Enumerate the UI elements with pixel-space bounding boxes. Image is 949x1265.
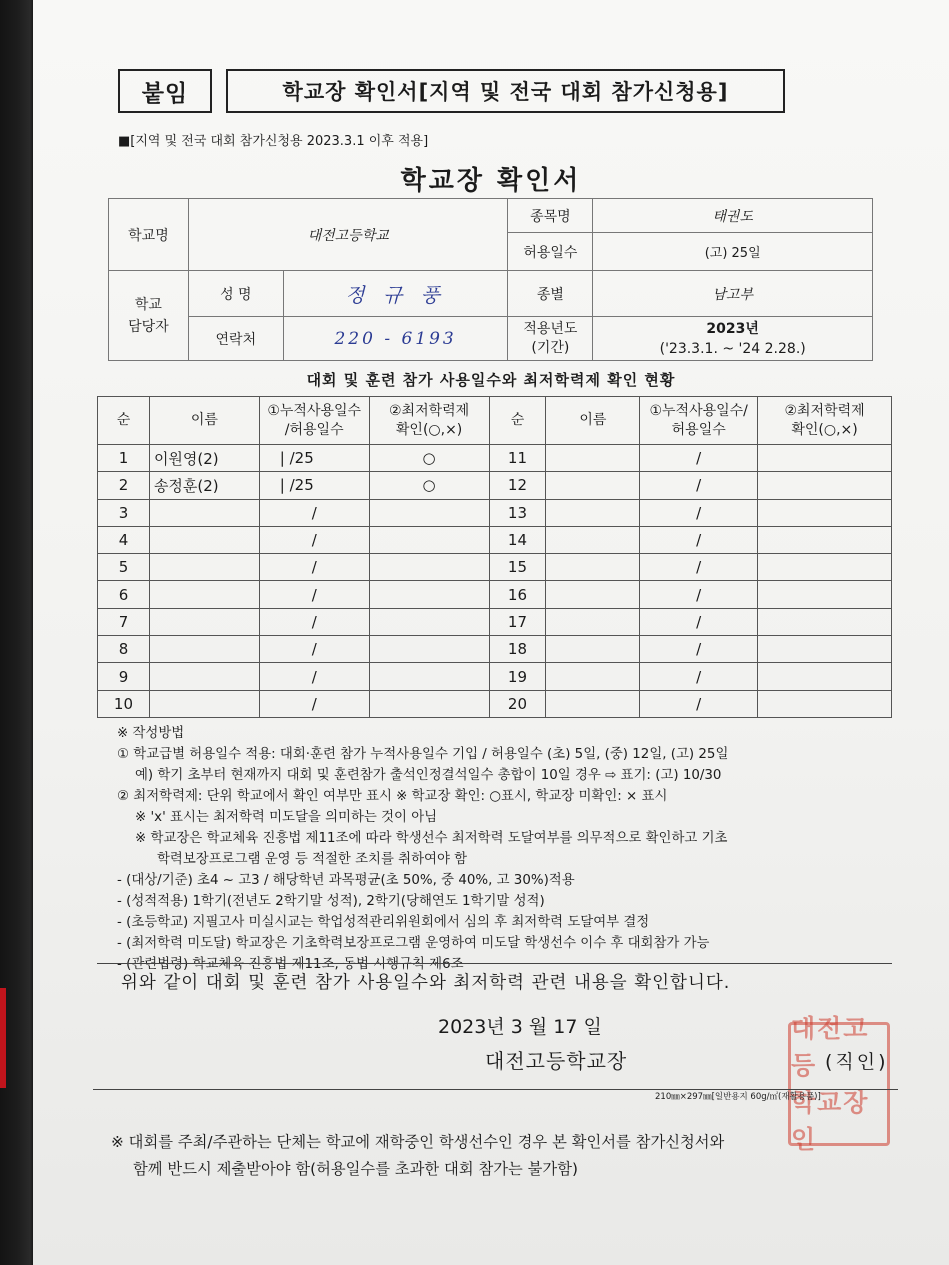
row-check-left bbox=[369, 663, 489, 690]
row-name-left: 송정훈(2) bbox=[149, 472, 259, 499]
header-days-right: ①누적사용일수/ 허용일수 bbox=[640, 397, 758, 445]
row-days-right: / bbox=[640, 472, 758, 499]
row-days-left: / bbox=[259, 608, 369, 635]
footer-note-1: ※ 대회를 주최/주관하는 단체는 학교에 재학중인 학생선수인 경우 본 확인서를 참가신청서와 bbox=[111, 1133, 725, 1151]
row-no-left: 3 bbox=[98, 499, 150, 526]
row-days-right: / bbox=[640, 690, 758, 717]
header-days-left: ①누적사용일수 /허용일수 bbox=[259, 397, 369, 445]
period-value: ('23.3.1. ~ '24 2.28.) bbox=[659, 340, 806, 357]
row-name-right bbox=[546, 690, 640, 717]
note-line: ※ 작성방법 bbox=[117, 726, 185, 741]
table-row bbox=[98, 663, 892, 690]
row-name-right bbox=[546, 526, 640, 553]
stamp-line: 대전고등 bbox=[791, 1014, 870, 1080]
form-note: ■[지역 및 전국 대회 참가신청용 2023.3.1 이후 적용] bbox=[118, 134, 429, 149]
paper-spec: 210㎜×297㎜[일반용지 60g/㎡(재활용품)] bbox=[655, 1092, 821, 1102]
row-check-right bbox=[758, 526, 892, 553]
row-name-left bbox=[149, 663, 259, 690]
document-page bbox=[33, 0, 949, 1265]
row-no-left: 2 bbox=[98, 472, 150, 499]
event-value: 태권도 bbox=[593, 199, 873, 233]
row-days-right: / bbox=[640, 554, 758, 581]
row-name-right bbox=[546, 499, 640, 526]
row-check-right bbox=[758, 690, 892, 717]
row-days-left: / bbox=[259, 690, 369, 717]
table-row bbox=[98, 526, 892, 553]
table-row bbox=[98, 499, 892, 526]
school-label: 학교명 bbox=[109, 199, 189, 271]
row-name-left bbox=[149, 499, 259, 526]
row-days-left: / bbox=[259, 554, 369, 581]
row-name-right bbox=[546, 608, 640, 635]
row-name-right bbox=[546, 581, 640, 608]
note-line: - (최저학력 미도달) 학교장은 기초학력보장프로그램 운영하여 미도달 학생선수 이수 후 대회참가 가능 bbox=[117, 936, 710, 951]
row-check-left bbox=[369, 608, 489, 635]
note-line: - (대상/기준) 초4 ~ 고3 / 해당학년 과목평균(초 50%, 중 40%, 고 30%)적용 bbox=[117, 873, 575, 888]
row-no-left: 4 bbox=[98, 526, 150, 553]
row-no-left: 6 bbox=[98, 581, 150, 608]
row-days-right: / bbox=[640, 608, 758, 635]
row-days-left: / bbox=[259, 636, 369, 663]
header-title: 학교장 확인서[지역 및 전국 대회 참가신청용] bbox=[226, 69, 785, 113]
row-days-right: / bbox=[640, 581, 758, 608]
name-value: 정 규 풍 bbox=[283, 271, 508, 317]
note-line: - (성적적용) 1학기(전년도 2학기말 성적), 2학기(당해연도 1학기말 성적) bbox=[117, 894, 545, 909]
divider-line bbox=[97, 963, 892, 964]
row-check-left bbox=[369, 636, 489, 663]
name-label: 성 명 bbox=[188, 271, 283, 317]
row-no-right: 17 bbox=[489, 608, 546, 635]
confirm-text: 위와 같이 대회 및 훈련 참가 사용일수와 최저학력 관련 내용을 확인합니다. bbox=[121, 973, 731, 993]
row-name-left bbox=[149, 581, 259, 608]
date-text: 2023년 3 월 17 일 bbox=[438, 1016, 602, 1038]
info-table bbox=[108, 198, 873, 361]
row-name-right bbox=[546, 636, 640, 663]
row-days-right: / bbox=[640, 636, 758, 663]
row-name-left bbox=[149, 526, 259, 553]
row-check-left: ○ bbox=[369, 445, 489, 472]
row-name-right bbox=[546, 554, 640, 581]
row-days-left: / bbox=[259, 526, 369, 553]
event-label: 종목명 bbox=[508, 199, 593, 233]
row-days-left: / bbox=[259, 663, 369, 690]
instructions bbox=[117, 723, 728, 975]
table-row bbox=[98, 445, 892, 472]
year-value: 2023년 bbox=[706, 320, 759, 337]
row-check-left bbox=[369, 526, 489, 553]
section-title: 대회 및 훈련 참가 사용일수와 최저학력제 확인 현황 bbox=[306, 371, 676, 389]
row-days-left: | /25 bbox=[259, 445, 369, 472]
row-days-right: / bbox=[640, 526, 758, 553]
row-no-left: 9 bbox=[98, 663, 150, 690]
row-no-right: 20 bbox=[489, 690, 546, 717]
row-check-right bbox=[758, 499, 892, 526]
usage-table bbox=[97, 396, 892, 718]
year-cell bbox=[593, 317, 873, 361]
division-value: 남고부 bbox=[593, 271, 873, 317]
row-name-left: 이원영(2) bbox=[149, 445, 259, 472]
row-no-right: 19 bbox=[489, 663, 546, 690]
row-days-right: / bbox=[640, 663, 758, 690]
division-label: 종별 bbox=[508, 271, 593, 317]
row-check-right bbox=[758, 636, 892, 663]
row-no-right: 12 bbox=[489, 472, 546, 499]
header-check-right: ②최저학력제 확인(○,×) bbox=[758, 397, 892, 445]
table-row bbox=[98, 690, 892, 717]
table-row bbox=[98, 608, 892, 635]
row-days-left: | /25 bbox=[259, 472, 369, 499]
contact-value: 220 - 6193 bbox=[283, 317, 508, 361]
row-no-left: 10 bbox=[98, 690, 150, 717]
row-check-left bbox=[369, 581, 489, 608]
document-title: 학교장 확인서 bbox=[400, 166, 582, 196]
row-no-right: 15 bbox=[489, 554, 546, 581]
row-name-right bbox=[546, 472, 640, 499]
row-no-right: 18 bbox=[489, 636, 546, 663]
allowed-days-label: 허용일수 bbox=[508, 233, 593, 271]
note-line: 학력보장프로그램 운영 등 적절한 조치를 취하여야 함 bbox=[157, 852, 468, 867]
row-no-left: 7 bbox=[98, 608, 150, 635]
row-check-right bbox=[758, 554, 892, 581]
footer-note-2: 함께 반드시 제출받아야 함(허용일수를 초과한 대회 참가는 불가함) bbox=[133, 1160, 578, 1178]
row-no-right: 14 bbox=[489, 526, 546, 553]
row-name-left bbox=[149, 554, 259, 581]
row-days-right: / bbox=[640, 499, 758, 526]
row-days-left: / bbox=[259, 581, 369, 608]
row-no-left: 8 bbox=[98, 636, 150, 663]
principal-name: 대전고등학교장 bbox=[485, 1049, 628, 1073]
header-check-left: ②최저학력제 확인(○,×) bbox=[369, 397, 489, 445]
row-check-left bbox=[369, 690, 489, 717]
row-no-right: 13 bbox=[489, 499, 546, 526]
row-check-right bbox=[758, 608, 892, 635]
red-binder-clip bbox=[0, 988, 6, 1088]
row-no-left: 5 bbox=[98, 554, 150, 581]
row-check-right bbox=[758, 445, 892, 472]
note-line: ② 최저학력제: 단위 학교에서 확인 여부만 표시 ※ 학교장 확인: ○표시, 학교장 미확인: × 표시 bbox=[117, 789, 668, 804]
official-seal-stamp bbox=[788, 1014, 890, 1154]
header-no-right: 순 bbox=[489, 397, 546, 445]
row-days-left: / bbox=[259, 499, 369, 526]
row-check-left bbox=[369, 499, 489, 526]
note-line: ※ 'x' 표시는 최저학력 미도달을 의미하는 것이 아님 bbox=[135, 810, 438, 825]
note-line: ※ 학교장은 학교체육 진흥법 제11조에 따라 학생선수 최저학력 도달여부를 의무적으로 확인하고 기초 bbox=[135, 831, 728, 846]
table-row bbox=[98, 581, 892, 608]
header-no-left: 순 bbox=[98, 397, 150, 445]
row-check-right bbox=[758, 663, 892, 690]
year-label: 적용년도 (기간) bbox=[508, 317, 593, 361]
row-name-left bbox=[149, 636, 259, 663]
row-days-right: / bbox=[640, 445, 758, 472]
row-check-left bbox=[369, 554, 489, 581]
table-row bbox=[98, 554, 892, 581]
row-no-right: 11 bbox=[489, 445, 546, 472]
row-name-left bbox=[149, 608, 259, 635]
header-name-left: 이름 bbox=[149, 397, 259, 445]
row-name-left bbox=[149, 690, 259, 717]
row-no-right: 16 bbox=[489, 581, 546, 608]
note-line: 예) 학기 초부터 현재까지 대회 및 훈련참가 출석인정결석일수 총합이 10일 경우 ⇨ 표기: (고) 10/30 bbox=[135, 768, 722, 783]
row-name-right bbox=[546, 445, 640, 472]
table-row bbox=[98, 636, 892, 663]
attachment-label: 붙임 bbox=[118, 69, 212, 113]
table-row bbox=[98, 472, 892, 499]
row-check-right bbox=[758, 581, 892, 608]
row-check-right bbox=[758, 472, 892, 499]
manager-label: 학교 담당자 bbox=[109, 271, 189, 361]
row-no-left: 1 bbox=[98, 445, 150, 472]
contact-label: 연락처 bbox=[188, 317, 283, 361]
header-name-right: 이름 bbox=[546, 397, 640, 445]
seal-label: (직인) bbox=[825, 1051, 889, 1073]
row-name-right bbox=[546, 663, 640, 690]
row-check-left: ○ bbox=[369, 472, 489, 499]
note-line: ① 학교급별 허용일수 적용: 대회·훈련 참가 누적사용일수 기입 / 허용일수 (초) 5일, (중) 12일, (고) 25일 bbox=[117, 747, 729, 762]
allowed-days-value: (고) 25일 bbox=[593, 233, 873, 271]
note-line: - (초등학교) 지필고사 미실시교는 학업성적관리위원회에서 심의 후 최저학력 도달여부 결정 bbox=[117, 915, 650, 930]
note-line: - (관련법령) 학교체육 진흥법 제11조, 동법 시행규칙 제6조 bbox=[117, 957, 464, 972]
school-value: 대전고등학교 bbox=[188, 199, 508, 271]
stamp-line: 학교장인 bbox=[791, 1088, 870, 1154]
